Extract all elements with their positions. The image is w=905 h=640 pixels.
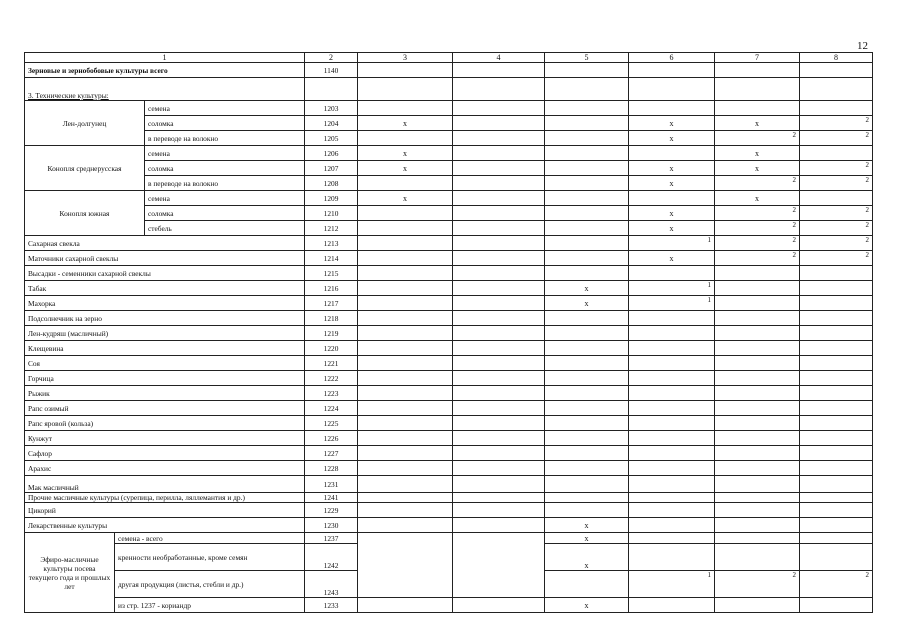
row-code: 1241 xyxy=(305,493,358,503)
row-code: 1221 xyxy=(305,356,358,371)
x-mark: x xyxy=(669,118,674,128)
header-col-2: 2 xyxy=(305,53,358,63)
x-mark: x xyxy=(669,163,674,173)
row-label: семена xyxy=(145,101,305,116)
row-label: стебель xyxy=(145,221,305,236)
group-label: Эфиро-масличные культуры посева текущего года и прошлых лет xyxy=(25,533,115,613)
header-col-7: 7 xyxy=(715,53,800,63)
row-label: Подсолнечник на зерно xyxy=(25,311,305,326)
x-mark: x xyxy=(584,600,589,610)
table-row xyxy=(25,236,873,251)
page-number: 12 xyxy=(857,40,868,52)
x-mark: x xyxy=(403,193,408,203)
row-label: Рыжик xyxy=(25,386,305,401)
table-row xyxy=(25,161,873,176)
x-mark: x xyxy=(755,148,760,158)
x-mark: x xyxy=(584,520,589,530)
row-label: Лекарственные культуры xyxy=(25,518,305,533)
header-col-3: 3 xyxy=(358,53,453,63)
row-code: 1205 xyxy=(305,131,358,146)
table-row xyxy=(25,191,873,206)
cell-value: 2 xyxy=(865,176,870,184)
table-row xyxy=(25,598,873,613)
header-col-8: 8 xyxy=(800,53,873,63)
table-row xyxy=(25,146,873,161)
table-row xyxy=(25,281,873,296)
row-code: 1233 xyxy=(305,598,358,613)
table-row xyxy=(25,401,873,416)
row-code: 1203 xyxy=(305,101,358,116)
row-code: 1243 xyxy=(305,571,358,598)
row-label: семена xyxy=(145,146,305,161)
cell-value: 2 xyxy=(792,206,797,214)
table-row xyxy=(25,221,873,236)
cell-value: 2 xyxy=(865,571,870,579)
group-label: Лен-долгунец xyxy=(25,101,145,146)
group-label: Конопля южная xyxy=(25,191,145,236)
row-label: Высадки - семенники сахарной свеклы xyxy=(25,266,305,281)
x-mark: x xyxy=(755,118,760,128)
cell-value: 2 xyxy=(865,116,870,124)
cell-value: 2 xyxy=(865,161,870,169)
row-label: семена - всего xyxy=(115,533,305,544)
row-label: Кунжут xyxy=(25,431,305,446)
table-row xyxy=(25,101,873,116)
row-code: 1204 xyxy=(305,116,358,131)
x-mark: x xyxy=(755,163,760,173)
cell-value: 2 xyxy=(865,251,870,259)
row-label: Маточники сахарной свеклы xyxy=(25,251,305,266)
table-row xyxy=(25,296,873,311)
x-mark: x xyxy=(669,133,674,143)
row-code: 1237 xyxy=(305,533,358,544)
row-code: 1220 xyxy=(305,341,358,356)
cell-value: 1 xyxy=(707,296,712,304)
row-label: Сахарная свекла xyxy=(25,236,305,251)
row-code: 1230 xyxy=(305,518,358,533)
row-code: 1213 xyxy=(305,236,358,251)
x-mark: x xyxy=(584,561,589,570)
header-col-4: 4 xyxy=(453,53,545,63)
table-row xyxy=(25,251,873,266)
table-row xyxy=(25,431,873,446)
row-label: Клещевина xyxy=(25,341,305,356)
table-row xyxy=(25,311,873,326)
row-label: семена xyxy=(145,191,305,206)
row-label: соломка xyxy=(145,116,305,131)
crops-table xyxy=(24,52,873,613)
row-label: Цикорий xyxy=(25,503,305,518)
row-code: 1228 xyxy=(305,461,358,476)
x-mark: x xyxy=(584,283,589,293)
table-row xyxy=(25,356,873,371)
row-label: Мак масличный xyxy=(25,476,305,493)
row-code: 1222 xyxy=(305,371,358,386)
cell-value: 2 xyxy=(865,236,870,244)
table-row xyxy=(25,341,873,356)
row-code: 1212 xyxy=(305,221,358,236)
row-label: кренности необработанные, кроме семян xyxy=(115,544,305,571)
row-label: Соя xyxy=(25,356,305,371)
row-label: Рапс яровой (кольза) xyxy=(25,416,305,431)
table-row xyxy=(25,446,873,461)
row-code: 1208 xyxy=(305,176,358,191)
table-row xyxy=(25,533,873,544)
table-row xyxy=(25,266,873,281)
x-mark: x xyxy=(403,148,408,158)
table-row xyxy=(25,131,873,146)
cell-value: 2 xyxy=(792,236,797,244)
x-mark: x xyxy=(403,163,408,173)
table-row xyxy=(25,63,873,78)
row-code: 1207 xyxy=(305,161,358,176)
x-mark: x xyxy=(403,118,408,128)
table-row xyxy=(25,476,873,493)
row-code: 1209 xyxy=(305,191,358,206)
cell-value: 1 xyxy=(707,571,712,579)
x-mark: x xyxy=(584,298,589,308)
cell-value: 2 xyxy=(865,221,870,229)
section-label: 3. Технические культуры: xyxy=(25,78,305,101)
row-code: 1229 xyxy=(305,503,358,518)
row-label: Сафлор xyxy=(25,446,305,461)
table-row xyxy=(25,206,873,221)
row-label: из стр. 1237 - кориандр xyxy=(115,598,305,613)
cell-value: 2 xyxy=(792,571,797,579)
row-label: Махорка xyxy=(25,296,305,311)
row-code: 1227 xyxy=(305,446,358,461)
table-row xyxy=(25,116,873,131)
row-code: 1217 xyxy=(305,296,358,311)
row-code: 1225 xyxy=(305,416,358,431)
row-code: 1224 xyxy=(305,401,358,416)
row-code: 1223 xyxy=(305,386,358,401)
row-label: соломка xyxy=(145,206,305,221)
row-label: Прочие масличные культуры (сурепица, перилла, ляллемантия и др.) xyxy=(25,493,305,503)
table-row xyxy=(25,176,873,191)
table-row xyxy=(25,518,873,533)
table-row xyxy=(25,78,873,101)
row-label: Горчица xyxy=(25,371,305,386)
x-mark: x xyxy=(669,208,674,218)
row-code: 1219 xyxy=(305,326,358,341)
cell-value: 2 xyxy=(792,251,797,259)
table-row xyxy=(25,371,873,386)
row-code: 1215 xyxy=(305,266,358,281)
row-code: 1140 xyxy=(305,63,358,78)
cell-value: 2 xyxy=(792,176,797,184)
cell-value: 1 xyxy=(707,281,712,289)
table-row xyxy=(25,493,873,503)
row-label: другая продукция (листья, стебли и др.) xyxy=(115,571,305,598)
x-mark: x xyxy=(584,533,589,543)
cell-value: 2 xyxy=(865,131,870,139)
x-mark: x xyxy=(669,223,674,233)
header-row xyxy=(25,53,873,63)
row-label: Табак xyxy=(25,281,305,296)
header-col-6: 6 xyxy=(629,53,715,63)
group-label: Конопля среднерусская xyxy=(25,146,145,191)
row-label: в переводе на волокно xyxy=(145,176,305,191)
table-row xyxy=(25,326,873,341)
header-col-1: 1 xyxy=(25,53,305,63)
x-mark: x xyxy=(755,193,760,203)
table-row xyxy=(25,416,873,431)
cell-value: 1 xyxy=(707,236,712,244)
row-label: Рапс озимый xyxy=(25,401,305,416)
row-code: 1242 xyxy=(305,544,358,571)
row-label: Зерновые и зернобобовые культуры всего xyxy=(25,63,305,78)
cell-value: 2 xyxy=(792,221,797,229)
x-mark: x xyxy=(669,178,674,188)
header-col-5: 5 xyxy=(545,53,629,63)
table-row xyxy=(25,503,873,518)
row-label: соломка xyxy=(145,161,305,176)
cell-value: 2 xyxy=(792,131,797,139)
row-code: 1206 xyxy=(305,146,358,161)
row-code: 1226 xyxy=(305,431,358,446)
cell-value: 2 xyxy=(865,206,870,214)
table-row xyxy=(25,461,873,476)
row-code: 1214 xyxy=(305,251,358,266)
row-label: в переводе на волокно xyxy=(145,131,305,146)
statistical-form-table-container xyxy=(24,52,872,613)
row-label: Лен-кудряш (масличный) xyxy=(25,326,305,341)
row-code: 1210 xyxy=(305,206,358,221)
row-code: 1218 xyxy=(305,311,358,326)
table-row xyxy=(25,386,873,401)
x-mark: x xyxy=(669,253,674,263)
row-label: Арахис xyxy=(25,461,305,476)
row-code: 1216 xyxy=(305,281,358,296)
row-code: 1231 xyxy=(305,476,358,493)
